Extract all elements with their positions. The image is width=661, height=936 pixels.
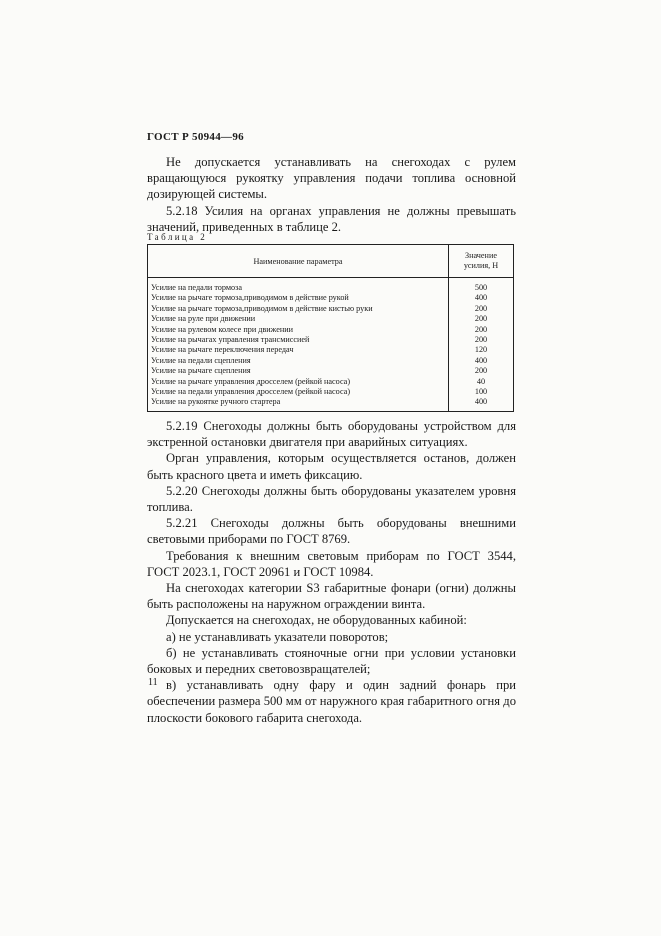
param-name: Усилие на руле при движении: [148, 314, 449, 324]
paragraph: На снегоходах категории S3 габаритные фонари (огни) должны быть расположены на наружном ограждении винта.: [147, 581, 516, 612]
page-number: 11: [148, 677, 158, 688]
param-value: 400: [474, 293, 488, 303]
param-name: Усилие на рычаге сцепления: [148, 366, 449, 376]
table-row: [148, 377, 514, 387]
param-value: 200: [474, 303, 488, 313]
param-name: Усилие на рычаге тормоза,приводимом в действие кистью руки: [148, 304, 449, 314]
paragraph: Допускается на снегоходах, не оборудованных кабиной:: [166, 613, 467, 628]
document-header: ГОСТ Р 50944—96: [147, 131, 244, 143]
param-value: 200: [474, 335, 488, 345]
table-row: [148, 356, 514, 366]
forces-table: [147, 244, 514, 412]
paragraph: Не допускается устанавливать на снегоходах с рулем вращающуюся рукоятку управления подачи топлива основной дозирующей системы.: [147, 155, 516, 202]
param-name: Усилие на рычагах управления трансмиссией: [148, 335, 449, 345]
table-row: [148, 314, 514, 324]
column-header-value-line2: усилия, Н: [463, 261, 499, 270]
param-value: 400: [474, 355, 488, 365]
paragraph: 5.2.20 Снегоходы должны быть оборудованы указателем уровня топлива.: [147, 483, 516, 515]
param-name: Усилие на рулевом колесе при движении: [148, 325, 449, 335]
column-header-value-line1: Значение: [465, 251, 497, 260]
table-row: [148, 366, 514, 376]
param-value: 200: [474, 324, 488, 334]
param-value: 120: [474, 345, 488, 355]
table-row: [148, 304, 514, 314]
table-caption: Таблица 2: [147, 232, 208, 242]
column-header-parameter: Наименование параметра: [148, 245, 449, 278]
param-name: Усилие на педали управления дросселем (рейкой насоса): [148, 387, 449, 397]
table-row: [148, 325, 514, 335]
paragraph: Требования к внешним световым приборам по ГОСТ 3544, ГОСТ 2023.1, ГОСТ 20961 и ГОСТ 10984.: [147, 548, 516, 579]
param-name: Усилие на рычаге управления дросселем (рейкой насоса): [148, 377, 449, 387]
table-row: [148, 293, 514, 303]
table-row: [148, 397, 514, 411]
param-value: 200: [474, 366, 488, 376]
table-row: [148, 345, 514, 355]
body-text: [147, 418, 516, 726]
table-row: [148, 387, 514, 397]
table-header-row: [148, 245, 514, 278]
param-value: 400: [474, 397, 488, 407]
param-name: Усилие на рукоятке ручного стартера: [148, 397, 449, 411]
param-value: 200: [474, 314, 488, 324]
param-value: 100: [474, 387, 488, 397]
intro-text: [147, 154, 516, 235]
column-header-value: [449, 245, 514, 278]
param-name: Усилие на рычаге переключения передач: [148, 345, 449, 355]
paragraph: Орган управления, которым осуществляется останов, должен быть красного цвета и иметь фиксацию.: [147, 451, 516, 482]
list-item: в) устанавливать одну фару и один задний фонарь при обеспечении размера 500 мм от наружного края габаритного огня до плоскости бокового габарита снегохода.: [147, 678, 516, 725]
param-name: Усилие на педали тормоза: [148, 278, 449, 294]
table-row: [148, 278, 514, 294]
param-value: 40: [476, 376, 486, 386]
param-name: Усилие на рычаге тормоза,приводимом в действие рукой: [148, 293, 449, 303]
paragraph: 5.2.19 Снегоходы должны быть оборудованы устройством для экстренной остановки двигателя при аварийных ситуациях.: [147, 419, 516, 450]
param-name: Усилие на педали сцепления: [148, 356, 449, 366]
list-item: а) не устанавливать указатели поворотов;: [166, 629, 389, 644]
paragraph: 5.2.18 Усилия на органах управления не должны превышать значений, приведенных в таблице 2.: [147, 203, 516, 234]
paragraph: 5.2.21 Снегоходы должны быть оборудованы внешними световыми приборами по ГОСТ 8769.: [147, 516, 516, 547]
table-row: [148, 335, 514, 345]
list-item: б) не устанавливать стояночные огни при условии установки боковых и передних световозвращателей;: [147, 645, 516, 677]
param-value: 500: [474, 283, 488, 292]
